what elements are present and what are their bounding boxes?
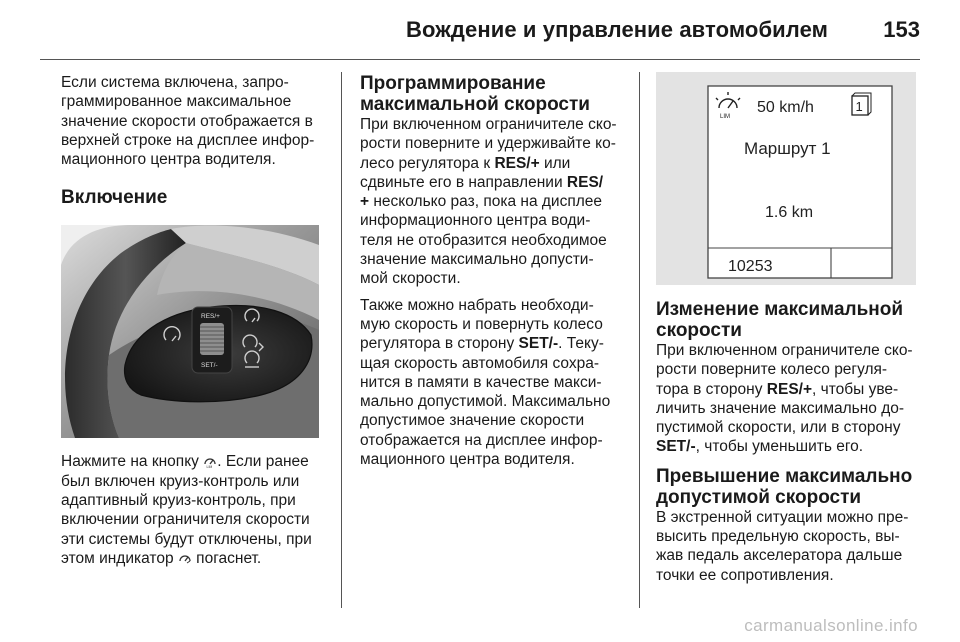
column-3 <box>656 73 924 585</box>
section-heading-programming: Программирование максимальной скорости <box>360 73 590 115</box>
watermark: carmanualsonline.info <box>744 616 918 635</box>
display-distance: 1.6 km <box>765 204 814 221</box>
lim-label: LIM <box>720 114 731 120</box>
steering-wheel-controls-image <box>61 225 319 438</box>
activation-paragraph: Нажмите на кнопку LIM . Если ранее был включен круиз-контроль или адаптивный круиз-контроль, при включении ограничителя скорости эти системы будут отключены, при этом индикатор погаснет. <box>61 453 312 567</box>
svg-text:LIM: LIM <box>206 465 213 469</box>
cruise-control-indicator-icon <box>178 551 192 565</box>
page-number: 153 <box>883 17 920 42</box>
display-route: Маршрут 1 <box>744 139 831 158</box>
column-1 <box>61 73 327 568</box>
section-heading-exceed-speed: Превышение максимально допустимой скорости <box>656 465 913 508</box>
steering-wheel-photo <box>61 225 327 438</box>
driver-info-display <box>656 72 924 285</box>
exceed-speed-paragraph: В экстренной ситуации можно пре- высить предельную скорость, вы- жав педаль акселератора дальше точки ее сопротивления. <box>656 508 909 584</box>
page-title: Вождение и управление автомобилем <box>406 17 828 42</box>
set-label: SET/- <box>201 362 218 370</box>
page-header <box>40 0 920 60</box>
display-gear: 1 <box>855 99 863 114</box>
programming-paragraph-2: Также можно набрать необходи- мую скорость и повернуть колесо регулятора в сторону SET/-. Теку- щая скорость автомобиля сохра- нится в памяти в качестве макси- мально допустимой. Максимально допустимое значение скорости отображается на дисплее инфор- мационного центра водителя. <box>360 296 611 469</box>
column-divider-1 <box>341 72 342 608</box>
speed-limiter-button-icon <box>203 454 217 468</box>
driver-info-display-image <box>656 72 916 285</box>
column-divider-2 <box>639 72 640 608</box>
change-speed-paragraph: При включенном ограничителе ско- рости поверните колесо регуля- тора в сторону RES/+, чтобы уве- личить значение максимально до- пустимой скорости, или в сторону SET/-, чтобы уменьшить его. <box>656 342 913 456</box>
intro-paragraph: Если система включена, запро- граммированное максимальное значение скорости отображается в верхней строке на дисплее инфор- мационного центра водителя. <box>61 74 315 169</box>
column-2 <box>360 73 628 469</box>
header-divider <box>40 59 920 60</box>
display-odometer: 10253 <box>728 258 773 275</box>
res-label: RES/+ <box>201 313 220 321</box>
display-speed: 50 km/h <box>757 99 814 116</box>
section-heading-activation: Включение <box>61 187 168 209</box>
programming-paragraph-1: При включенном ограничителе ско- рости поверните и удерживайте ко- лесо регулятора к RES/+ или сдвиньте его в направлении RES/ + несколько раз, пока на дисплее информационного центра води- теля не отобразится необходимое значение максимально допусти- мой скорости. <box>360 116 617 288</box>
section-heading-change-speed: Изменение максимальной скорости <box>656 299 904 341</box>
